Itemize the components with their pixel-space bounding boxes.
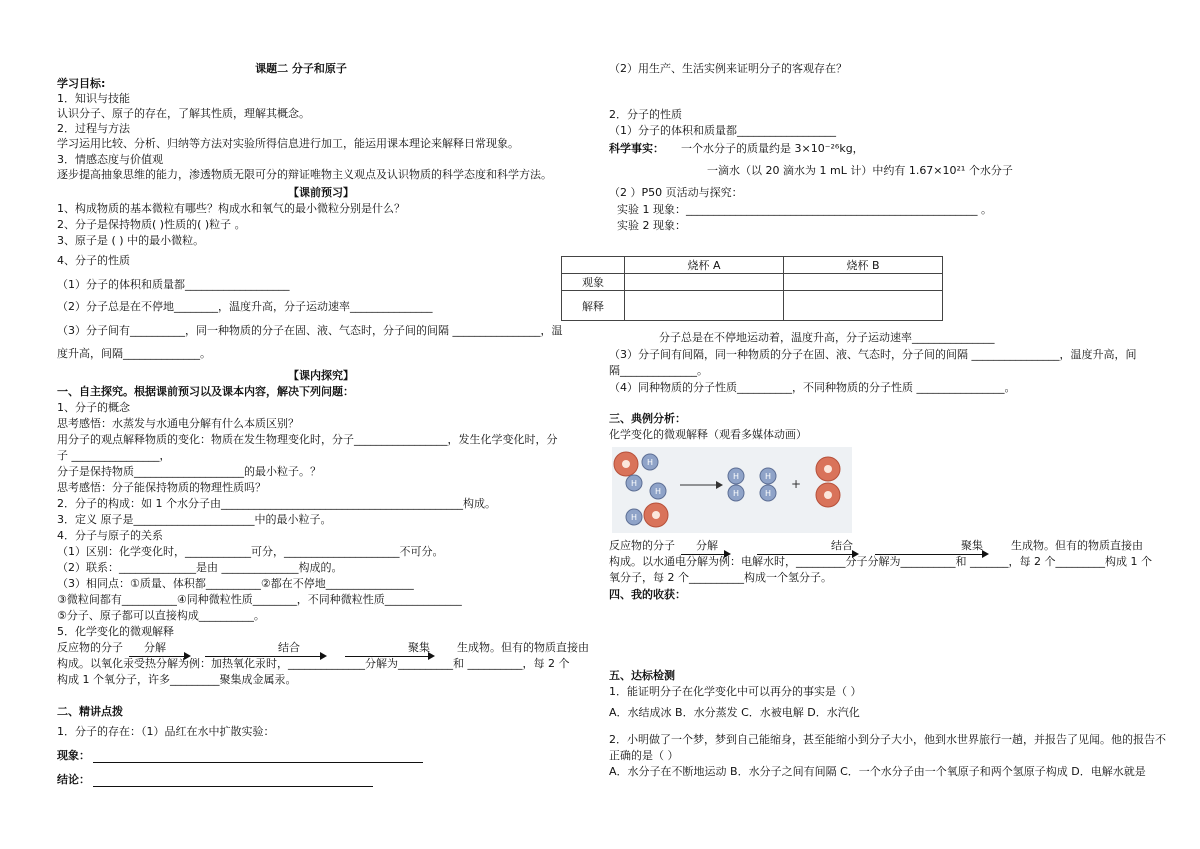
check-q2-options: A．水分子在不断地运动 B．水分子之间有间隔 C．一个水分子由一个氧原子和两个氢原子构成 D．电解水就是 <box>609 765 1146 778</box>
activity-heading: （2 ）P50 页活动与探究： <box>609 186 743 199</box>
ex-combine: 结合 <box>831 539 853 552</box>
micro-example: 构成。以氧化汞受热分解为例：加热氧化汞时，______________分解为__________和 __________，每 2 个 <box>57 657 570 670</box>
svg-text:H: H <box>764 489 772 498</box>
inclass-heading: 【课内探究】 <box>288 369 354 382</box>
cell-a-explain <box>625 291 784 321</box>
explain-change-b: 子 ________________， <box>57 449 171 462</box>
check-heading: 五、达标检测 <box>609 669 675 682</box>
property-1: （1）分子的体积和质量都__________________ <box>609 124 836 137</box>
phenomenon-line <box>93 762 423 763</box>
svg-text:H: H <box>630 513 638 522</box>
svg-text:H: H <box>630 479 638 488</box>
svg-text:H: H <box>732 472 740 481</box>
preview-q4: 4、分子的性质 <box>57 254 130 267</box>
exist-heading: 1．分子的存在：（1）品红在水中扩散实验： <box>57 725 275 738</box>
preview-q3: 3、原子是 ( ) 中的最小微粒。 <box>57 234 205 247</box>
atom-def: 3．定义 原子是______________________中的最小粒子。 <box>57 513 332 526</box>
relation-3: （3）相同点：①质量、体积都__________②都在不停地________________ <box>57 577 414 590</box>
science-fact: 一个水分子的质量约是 3×10⁻²⁶kg， <box>681 142 864 155</box>
goal-1: 1．知识与技能 <box>57 92 130 105</box>
motion-line: 分子总是在不停地运动着，温度升高，分子运动速率_______________ <box>659 331 995 344</box>
concept-heading: 1、分子的概念 <box>57 401 130 414</box>
goals-heading: 学习目标: <box>57 77 106 90</box>
exp-2: 实验 2 现象： <box>617 219 686 232</box>
science-fact-label: 科学事实： <box>609 142 664 155</box>
molecule-def: 分子是保持物质____________________的最小粒子。？ <box>57 465 321 478</box>
col-beaker-a: 烧杯 A <box>625 257 784 274</box>
goal-2-text: 学习运用比较、分析、归纳等方法对实验所得信息进行加工，能运用课本理论来解释日常现象。 <box>57 137 519 150</box>
example-caption: 化学变化的微观解释（观看多媒体动画） <box>609 428 807 441</box>
col-beaker-b: 烧杯 B <box>784 257 943 274</box>
property-3b: 隔______________。 <box>609 364 708 377</box>
plus-sign: + <box>790 477 802 491</box>
lesson-title: 课题二 分子和原子 <box>255 62 347 75</box>
relation-1: （1）区别：化学变化时，____________可分，_____________________不可分。 <box>57 545 444 558</box>
relation-heading: 4．分子与原子的关系 <box>57 529 163 542</box>
preview-q4-1: （1）分子的体积和质量都___________________ <box>57 278 290 291</box>
svg-text:H: H <box>654 487 662 496</box>
example-heading: 三、典例分析： <box>609 412 686 425</box>
relation-3b: ③微粒间都有__________④同种微粒性质________，不同种微粒性质______________ <box>57 593 462 606</box>
micro-gather: 聚集 <box>408 641 430 654</box>
ex-gather: 聚集 <box>961 539 983 552</box>
conclusion-label: 结论： <box>57 773 90 786</box>
ex-product: 生成物。但有的物质直接由 <box>1011 539 1143 552</box>
preview-q4-2: （2）分子总是在不停地________，温度升高，分子运动速率_______________ <box>57 300 433 313</box>
beaker-table <box>561 256 943 321</box>
micro-heading: 5．化学变化的微观解释 <box>57 625 174 638</box>
preview-q4-3: （3）分子间有__________，同一种物质的分子在固、液、气态时，分子间的间隔 ________________，温 <box>57 324 563 337</box>
cell-a-observe <box>625 274 784 291</box>
table-corner <box>562 257 625 274</box>
cell-b-explain <box>784 291 943 321</box>
micro-product: 生成物。但有的物质直接由 <box>457 641 589 654</box>
harvest-heading: 四、我的收获： <box>609 588 686 601</box>
exist-q2: （2）用生产、生活实例来证明分子的客观存在？ <box>609 62 847 75</box>
property-4: （4）同种物质的分子性质__________，不同种物质的分子性质 ________________。 <box>609 381 1016 394</box>
goal-1-text: 认识分子、原子的存在，了解其性质，理解其概念。 <box>57 107 310 120</box>
lecture-heading: 二、精讲点拨 <box>57 705 123 718</box>
preview-q4-3b: 度升高，间隔______________。 <box>57 347 211 360</box>
check-q2-b: 正确的是（ ） <box>609 749 679 762</box>
science-fact-2: 一滴水（以 20 滴水为 1 mL 计）中约有 1.67×10²¹ 个水分子 <box>707 164 1013 177</box>
exp-1: 实验 1 现象：_____________________________________________________ 。 <box>617 203 992 216</box>
check-q1-options: A．水结成冰 B．水分蒸发 C．水被电解 D．水汽化 <box>609 706 860 719</box>
explain-change: 用分子的观点解释物质的变化：物质在发生物理变化时，分子_________________，发生化学变化时，分 <box>57 433 558 446</box>
conclusion-line <box>93 786 373 787</box>
row-explain: 解释 <box>562 291 625 321</box>
property-heading: 2．分子的性质 <box>609 108 682 121</box>
molecule-structure: 2．分子的构成：如 1 个水分子由____________________________________________构成。 <box>57 497 496 510</box>
preview-q2: 2、分子是保持物质( )性质的( )粒子 。 <box>57 218 246 231</box>
ex-reactant: 反应物的分子 <box>609 539 675 552</box>
relation-3c: ⑤分子、原子都可以直接构成__________。 <box>57 609 265 622</box>
svg-text:H: H <box>764 472 772 481</box>
svg-text:H: H <box>732 489 740 498</box>
check-q2: 2．小明做了一个梦，梦到自己能缩身，甚至能缩小到分子大小，他到水世界旅行一趟，并报告了见闻。他的报告不 <box>609 733 1166 746</box>
goal-3-text: 逐步提高抽象思维的能力，渗透物质无限可分的辩证唯物主义观点及认识物质的科学态度和科学方法。 <box>57 168 552 181</box>
preview-heading: 【课前预习】 <box>288 186 354 199</box>
check-q1: 1．能证明分子在化学变化中可以再分的事实是（ ） <box>609 685 862 698</box>
phenomenon-label: 现象： <box>57 749 90 762</box>
self-explore: 一、自主探究。根据课前预习以及课本内容，解决下列问题： <box>57 385 354 398</box>
h-label: H <box>646 458 654 467</box>
relation-2: （2）联系：______________是由 ______________构成的。 <box>57 561 343 574</box>
micro-reactant: 反应物的分子 <box>57 641 123 654</box>
micro-split: 分解 <box>144 641 166 654</box>
micro-combine: 结合 <box>278 641 300 654</box>
cell-b-observe <box>784 274 943 291</box>
goal-2: 2．过程与方法 <box>57 122 130 135</box>
goal-3: 3．情感态度与价值观 <box>57 153 163 166</box>
think-1: 思考感悟：水蒸发与水通电分解有什么本质区别？ <box>57 417 299 430</box>
think-2: 思考感悟：分子能保持物质的物理性质吗？ <box>57 481 266 494</box>
property-3: （3）分子间有间隔，同一种物质的分子在固、液、气态时，分子间的间隔 ________________，温度升高，间 <box>609 348 1137 361</box>
micro-example-b: 构成 1 个氧分子，许多_________聚集成金属汞。 <box>57 673 297 686</box>
ex-water: 构成。以水通电分解为例：电解水时，_________分子分解为__________和 _______，每 2 个_________构成 1 个 <box>609 555 1152 568</box>
ex-water-b: 氧分子，每 2 个__________构成一个氢分子。 <box>609 571 832 584</box>
ex-split: 分解 <box>696 539 718 552</box>
row-observe: 观象 <box>562 274 625 291</box>
preview-q1: 1、构成物质的基本微粒有哪些？构成水和氧气的最小微粒分别是什么？ <box>57 202 405 215</box>
electrolysis-diagram <box>612 447 852 533</box>
